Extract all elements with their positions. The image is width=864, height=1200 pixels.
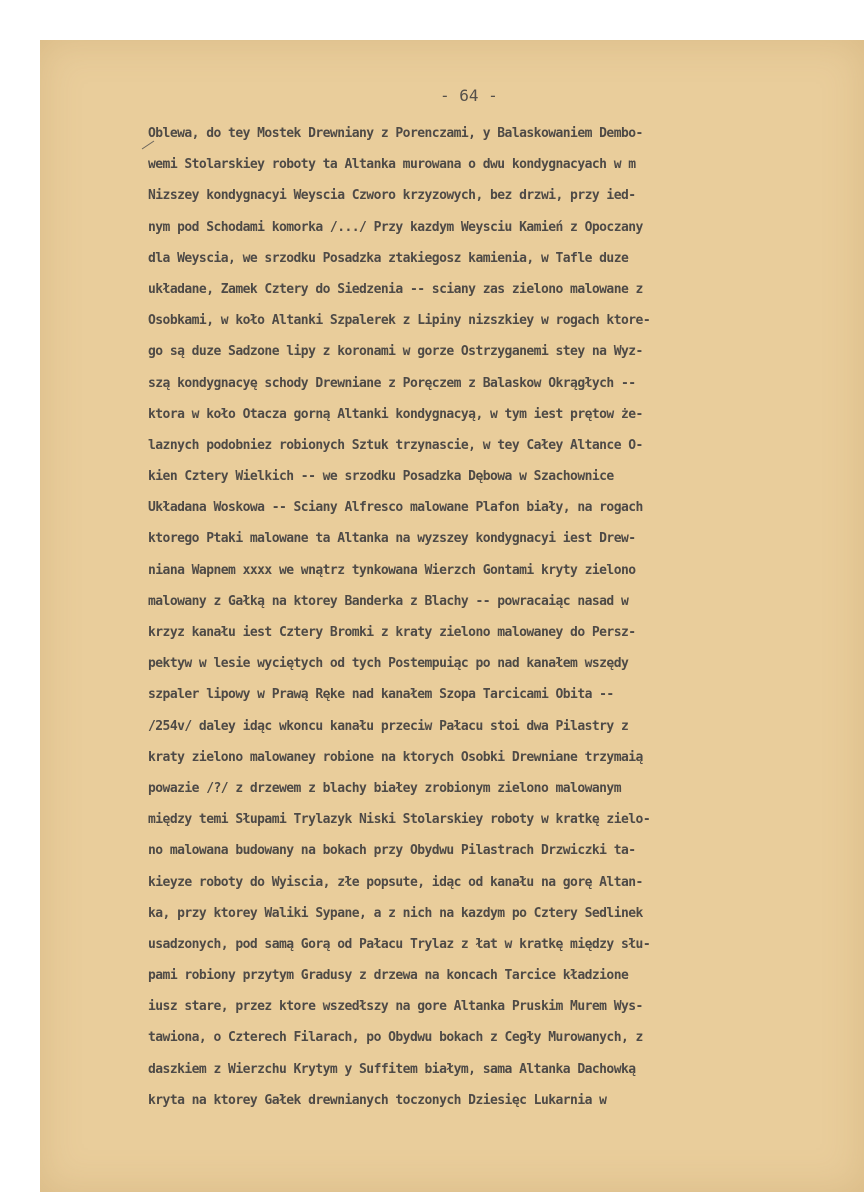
text-line: ktorego Ptaki malowane ta Altanka na wyzszey kondygnacyi iest Drew- bbox=[148, 531, 636, 547]
text-line: usadzonych, pod samą Gorą od Pałacu Trylaz z łat w kratkę między słu- bbox=[148, 936, 651, 952]
text-line: pami robiony przytym Gradusy z drzewa na koncach Tarcice kładzione bbox=[148, 968, 629, 984]
text-line: Nizszey kondygnacyi Weyscia Czworo krzyzowych, bez drzwi, przy ied- bbox=[148, 188, 636, 204]
text-line: iusz stare, przez ktore wszedłszy na gore Altanka Pruskim Murem Wys- bbox=[148, 999, 643, 1015]
text-line: ka, przy ktorey Waliki Sypane, a z nich na kazdym po Cztery Sedlinek bbox=[148, 905, 643, 921]
text-line: powazie /?/ z drzewem z blachy białey zrobionym zielono malowanym bbox=[148, 780, 621, 796]
text-line: pektyw w lesie wyciętych od tych Postempuiąc po nad kanałem wszędy bbox=[148, 656, 629, 672]
text-line: krzyz kanału iest Cztery Bromki z kraty zielono malowaney do Persz- bbox=[148, 625, 636, 640]
text-line: kien Cztery Wielkich -- we srzodku Posadzka Dębowa w Szachownice bbox=[148, 469, 614, 485]
text-line: kieyze roboty do Wyiscia, złe popsute, idąc od kanału na gorę Altan- bbox=[148, 874, 643, 890]
text-line: nym pod Schodami komorka /.../ Przy kazdym Weysciu Kamień z Opoczany bbox=[148, 219, 643, 235]
text-line: ktora w koło Otacza gorną Altanki kondygnacyą, w tym iest prętow że- bbox=[148, 406, 643, 422]
text-line: kryta na ktorey Gałek drewnianych toczonych Dziesięc Lukarnia w bbox=[148, 1092, 607, 1108]
text-line: wemi Stolarskiey roboty ta Altanka murowana o dwu kondygnacyach w m bbox=[148, 157, 636, 173]
text-line: no malowana budowany na bokach przy Obydwu Pilastrach Drzwiczki ta- bbox=[148, 843, 636, 859]
text-line: laznych podobniez robionych Sztuk trzynascie, w tey Całey Altance O- bbox=[148, 437, 643, 453]
text-line: niana Wapnem xxxx we wnątrz tynkowana Wierzch Gontami kryty zielono bbox=[148, 562, 636, 578]
text-line: /254v/ daley idąc wkoncu kanału przeciw Pałacu stoi dwa Pilastry z bbox=[148, 718, 629, 734]
typewritten-body bbox=[148, 118, 852, 1116]
text-line: tawiona, o Czterech Filarach, po Obydwu bokach z Cegły Murowanych, z bbox=[148, 1030, 643, 1046]
text-line: dla Weyscia, we srzodku Posadzka ztakiegosz kamienia, w Tafle duze bbox=[148, 250, 629, 266]
text-line: malowany z Gałką na ktorey Banderka z Blachy -- powracaiąc nasad w bbox=[148, 593, 629, 609]
text-line: daszkiem z Wierzchu Krytym y Suffitem białym, sama Altanka Dachowką bbox=[148, 1061, 636, 1077]
text-line: Osobkami, w koło Altanki Szpalerek z Lipiny nizszkiey w rogach ktore- bbox=[148, 313, 651, 329]
text-line: Oblewa, do tey Mostek Drewniany z Porenczami, y Balaskowaniem Dembo- bbox=[148, 126, 643, 141]
text-line: szą kondygnacyę schody Drewniane z Poręczem z Balaskow Okrągłych -- bbox=[148, 375, 636, 391]
text-line: układane, Zamek Cztery do Siedzenia -- sciany zas zielono malowane z bbox=[148, 281, 643, 297]
text-line: go są duze Sadzone lipy z koronami w gorze Ostrzyganemi stey na Wyz- bbox=[148, 344, 643, 360]
text-line: Układana Woskowa -- Sciany Alfresco malowane Plafon biały, na rogach bbox=[148, 500, 643, 516]
text-line: kraty zielono malowaney robione na ktorych Osobki Drewniane trzymaią bbox=[148, 749, 643, 765]
page-number: - 64 - bbox=[440, 86, 498, 105]
text-line: szpaler lipowy w Prawą Ręke nad kanałem Szopa Tarcicami Obita -- bbox=[148, 687, 614, 703]
text-line: między temi Słupami Trylazyk Niski Stolarskiey roboty w kratkę zielo- bbox=[148, 812, 651, 828]
